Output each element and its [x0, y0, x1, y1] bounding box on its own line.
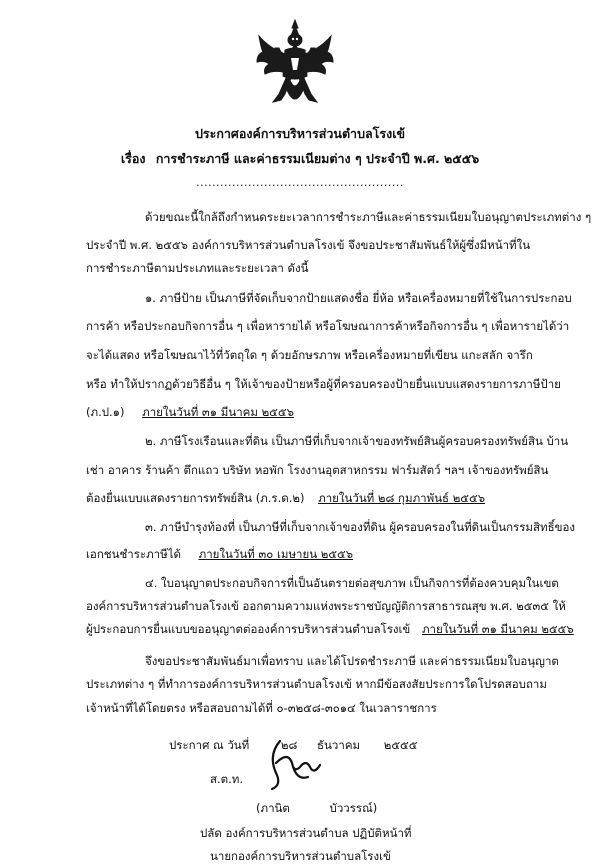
subject-label: เรื่อง	[120, 151, 146, 166]
item3-deadline: ภายในวันที่ ๓๐ เมษายน ๒๕๕๖	[198, 547, 354, 561]
item4-last-line	[86, 621, 574, 639]
item1-line: การค้า หรือประกอบกิจการอื่น ๆ เพื่อหารายได้ หรือโฆษณาการค้าหรือกิจการอื่น ๆ เพื่อหารายได้ว่า	[86, 319, 570, 333]
signer-title-abbr: ส.ต.ท.	[210, 772, 244, 786]
item4-deadline: ภายในวันที่ ๓๑ มีนาคม ๒๕๕๖	[421, 622, 574, 636]
date-prefix: ประกาศ ณ วันที่	[169, 738, 250, 752]
date-year: ๒๕๕๕	[383, 738, 418, 752]
item2-line: ๒. ภาษีโรงเรือนและที่ดิน เป็นภาษีที่เก็บจากเจ้าของทรัพย์สินผู้ครอบครองทรัพย์สิน บ้าน	[145, 434, 569, 448]
item2-form: ต้องยื่นแบบแสดงรายการทรัพย์สิน (ภ.ร.ด.๒)	[86, 491, 305, 505]
item2-line: เช่า อาคาร ร้านค้า ตึกแถว บริษัท หอพัก โรงงานอุตสาหกรรม ฟาร์มสัตว์ ฯลฯ เจ้าของทรัพย์สิน	[86, 463, 549, 477]
signer-name-first: (ภานิต	[256, 801, 290, 815]
item2-last-line	[86, 490, 485, 508]
date-month: ธันวาคม	[317, 738, 361, 752]
item4-line: ๔. ใบอนุญาตประกอบกิจการที่เป็นอันตรายต่อสุขภาพ เป็นกิจการที่ต้องควบคุมในเขต	[145, 576, 559, 590]
intro-line: ประจำปี พ.ศ. ๒๕๕๖ องค์การบริหารส่วนตำบลโรงเข้ จึงขอประชาสัมพันธ์ให้ผู้ซึ่งมีหน้าที่ใน	[86, 238, 531, 252]
item2-deadline: ภายในวันที่ ๒๘ กุมภาพันธ์ ๒๕๕๖	[318, 491, 486, 505]
garuda-emblem-icon	[255, 18, 335, 110]
item3-text: เอกชนชำระภาษีได้	[86, 547, 181, 561]
closing-line: ประเภทต่าง ๆ ที่ทำการองค์การบริหารส่วนตำบลโรงเข้ หากมีข้อสงสัยประการใดโปรดสอบถาม	[86, 677, 547, 691]
item1-deadline: ภายในวันที่ ๓๑ มีนาคม ๒๕๕๖	[142, 405, 294, 419]
handwritten-signature	[262, 733, 332, 793]
date-day: ๒๘	[280, 738, 298, 752]
announcement-title: ประกาศองค์การบริหารส่วนตำบลโรงเข้	[194, 126, 406, 141]
item1-form: (ภ.ป.๑)	[86, 405, 125, 419]
signer-name	[256, 800, 377, 818]
intro-line: การชำระภาษีตามประเภทและระยะเวลา ดังนี้	[86, 261, 309, 275]
item3-last-line	[86, 546, 353, 564]
item1-last-line	[86, 404, 294, 422]
item4-line: องค์การบริหารส่วนตำบลโรงเข้ ออกตามความแห่งพระราชบัญญัติการสาธารณสุข พ.ศ. ๒๕๓๕ ให้	[86, 599, 566, 613]
intro-line: ด้วยขณะนี้ใกล้ถึงกำหนดระยะเวลาการชำระภาษีและค่าธรรมเนียมใบอนุญาตประเภทต่าง ๆ	[145, 210, 592, 224]
item1-line: หรือ ทำให้ปรากฏด้วยวิธีอื่น ๆ ให้เจ้าของป้ายหรือผู้ที่ครอบครองป้ายยื่นแบบแสดงรายการภาษีป้าย	[86, 377, 561, 391]
item1-line: ๑. ภาษีป้าย เป็นภาษีที่จัดเก็บจากป้ายแสดงชื่อ ยี่ห้อ หรือเครื่องหมายที่ใช้ในการประกอบ	[145, 291, 572, 305]
item4-text: ผู้ประกอบการยื่นแบบขออนุญาตต่อองค์การบริหารส่วนตำบลโรงเข้	[86, 622, 411, 636]
closing-line: เจ้าหน้าที่ได้โดยตรง หรือสอบถามได้ที่ ๐-๓๒๕๘-๓๐๑๔ ในเวลาราชการ	[86, 701, 437, 715]
title-separator: ....................................................	[196, 176, 404, 189]
signer-name-last: บัววรรณ์)	[329, 801, 378, 815]
closing-line: จึงขอประชาสัมพันธ์มาเพื่อทราบ และได้โปรดชำระภาษี และค่าธรรมเนียมใบอนุญาต	[145, 654, 559, 668]
signer-position: ปลัด องค์การบริหารส่วนตำบล ปฏิบัติหน้าที่	[200, 826, 412, 840]
signer-position: นายกองค์การบริหารส่วนตำบลโรงเข้	[210, 849, 391, 863]
item3-line: ๓. ภาษีบำรุงท้องที่ เป็นภาษีที่เก็บจากเจ้าของที่ดิน ผู้ครอบครองในที่ดินเป็นกรรมสิทธิ์ของ	[145, 520, 575, 534]
subject-text: การชำระภาษี และค่าธรรมเนียมต่าง ๆ ประจำปี พ.ศ. ๒๕๕๖	[155, 151, 480, 166]
item1-line: จะได้แสดง หรือโฆษณาไว้ที่วัตถุใด ๆ ด้วยอักษรภาพ หรือเครื่องหมายที่เขียน แกะสลัก จารึก	[86, 348, 533, 362]
announcement-subject	[0, 149, 600, 169]
